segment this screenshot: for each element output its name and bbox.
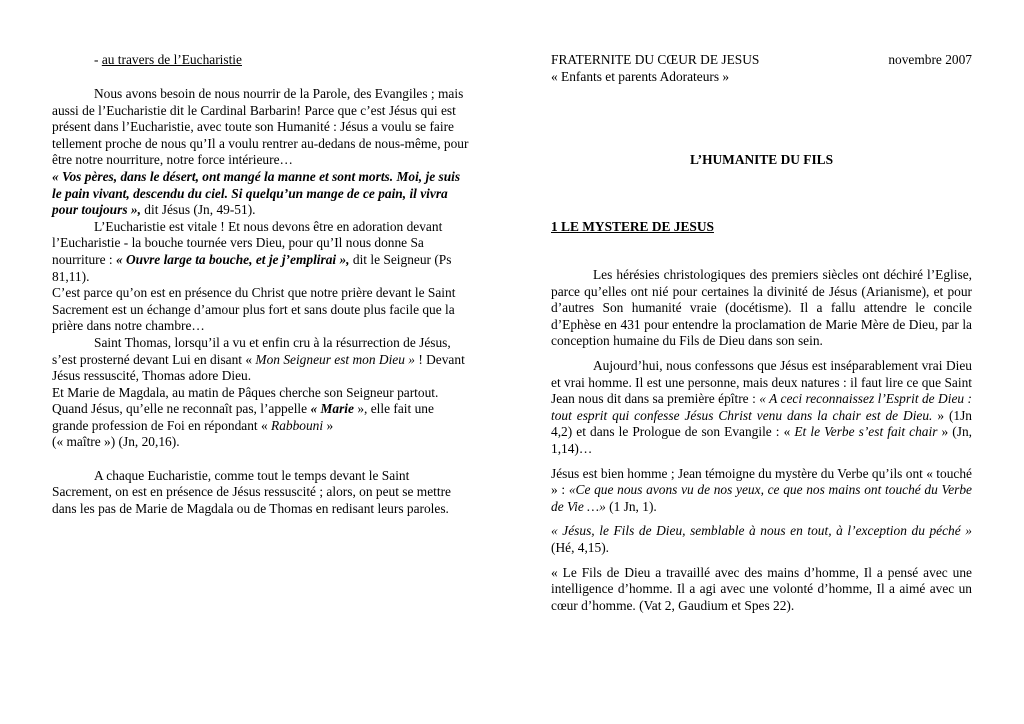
p4b: ! Devant Jésus ressuscité, Thomas adore Dieu. — [52, 351, 465, 384]
left-paragraph-1: Nous avons besoin de nous nourrir de la Parole, des Evangiles ; mais aussi de l’Eucharistie dit le Cardinal Barbarin! Parce que c’est Jésus qui est présent dans l’Eucharistie, avec toute son Humanité : Jésus a voulu se faire tellement proche de nous qu’Il a voulu rentrer au-dedans de nous-même, pour être notre nourriture, notre force intérieure… — [52, 86, 469, 168]
right-paragraph-2 — [551, 358, 972, 458]
heading-text: au travers de l’Eucharistie — [101, 52, 242, 67]
p5a: Et Marie de Magdala, au matin de Pâques cherche son Seigneur partout. Quand Jésus, qu’elle ne reconnaît pas, l’appelle — [52, 384, 439, 417]
right-paragraph-4 — [551, 523, 972, 556]
page-header — [551, 52, 972, 85]
rp3b: (1 Jn, 1). — [605, 498, 657, 514]
left-heading — [52, 52, 472, 69]
p5-rabbouni: Rabbouni — [271, 417, 324, 433]
left-paragraph-3: C’est parce qu’on est en présence du Christ que notre prière devant le Saint Sacrement est un échange d’amour plus fort et sans doute plus facile que la prière dans notre chambre… — [52, 285, 456, 334]
left-page — [52, 0, 472, 724]
quote-ref: dit Jésus (Jn, 49-51). — [140, 202, 256, 218]
rp2-quote2: Et le Verbe s’est fait chair — [794, 424, 938, 440]
heading-dash: - — [94, 52, 102, 67]
rp2b: » (1Jn 4,2) et dans le Prologue de son Evangile : « — [551, 407, 973, 440]
rp2-quote1: « A ceci reconnaissez l’Esprit de Dieu : tout esprit qui confesse Jésus Christ venu dans la chair est de Dieu. — [551, 391, 972, 423]
spacer — [52, 451, 472, 468]
section-heading: 1 LE MYSTERE DE JESUS — [551, 219, 714, 234]
header-date: novembre 2007 — [888, 52, 972, 67]
left-paragraph-5 — [52, 385, 472, 435]
rp3a: Jésus est bien homme ; Jean témoigne du mystère du Verbe qu’ils ont « touché » : — [551, 465, 972, 498]
left-paragraph-5-end: (« maître ») (Jn, 20,16). — [52, 434, 180, 450]
right-paragraph-3 — [551, 466, 972, 516]
right-body — [551, 267, 972, 622]
header-subtitle: « Enfants et parents Adorateurs » — [551, 68, 730, 84]
p2a: L’Eucharistie est vitale ! Et nous devons être en adoration devant l’Eucharistie - la bouche tournée vers Dieu, pour qu’Il nous donne Sa nourriture : — [52, 218, 443, 267]
p5b: », elle fait une grande profession de Foi en répondant « — [52, 401, 434, 433]
rp3-quote: «Ce que nous avons vu de nos yeux, ce que nos mains ont touché du Verbe de Vie …» — [551, 482, 973, 514]
left-paragraph-4 — [52, 335, 472, 385]
p2b: dit le Seigneur (Ps 81,11). — [52, 251, 452, 284]
p5-marie: « Marie — [310, 401, 354, 417]
left-paragraph-2 — [52, 219, 472, 285]
right-paragraph-5: « Le Fils de Dieu a travaillé avec des mains d’homme, Il a pensé avec une intelligence d’homme. Il a agi avec une volonté d’homme, Il a aimé avec un cœur d’homme. (Vat 2, Gaudium et Spes 22). — [551, 564, 972, 613]
p5c: » — [323, 417, 334, 433]
p4-quote: Mon Seigneur est mon Dieu » — [255, 351, 415, 367]
page-title: L’HUMANITE DU FILS — [689, 152, 834, 167]
quote-text: « Vos pères, dans le désert, ont mangé la manne et sont morts. Moi, je suis le pain vivant, descendu du ciel. Si quelqu’un mange de ce pain, il vivra pour toujours », — [52, 168, 461, 218]
right-page — [551, 0, 972, 724]
organization-name: FRATERNITE DU CŒUR DE JESUS — [551, 52, 760, 67]
rp4b: (Hé, 4,15). — [551, 539, 610, 555]
right-paragraph-1: Les hérésies christologiques des premiers siècles ont déchiré l’Eglise, parce qu’elles ont nié pour certaines la divinité de Jésus (Arianisme), et pour d’autres Son humanité vraie (docétisme). Il a fallu attendre le concile d’Ephèse en 431 pour entendre la proclamation de Marie Mère de Dieu, par la conception humaine du Fils de Dieu dans son sein. — [551, 267, 972, 349]
left-quote-1 — [52, 169, 472, 219]
rp2a: Aujourd’hui, nous confessons que Jésus est inséparablement vrai Dieu et vrai homme. Il est une personne, mais deux natures : il faut lire ce que Saint Jean nous dit dans sa première épître : — [551, 357, 972, 407]
left-paragraph-6: A chaque Eucharistie, comme tout le temps devant le Saint Sacrement, on est en présence de Jésus ressuscité ; alors, on peut se mettre dans les pas de Marie de Magdala ou de Thomas en redisant leurs paroles. — [52, 467, 451, 516]
p2-quote: « Ouvre large ta bouche, et je j’emplirai », — [115, 251, 350, 267]
rp2c: » (Jn, 1,14)… — [551, 424, 973, 456]
p4a: Saint Thomas, lorsqu’il a vu et enfin cru à la résurrection de Jésus, s’est prosterné devant Lui en disant « — [52, 334, 451, 367]
rp4-quote: « Jésus, le Fils de Dieu, semblable à nous en tout, à l’exception du péché » — [551, 523, 972, 539]
